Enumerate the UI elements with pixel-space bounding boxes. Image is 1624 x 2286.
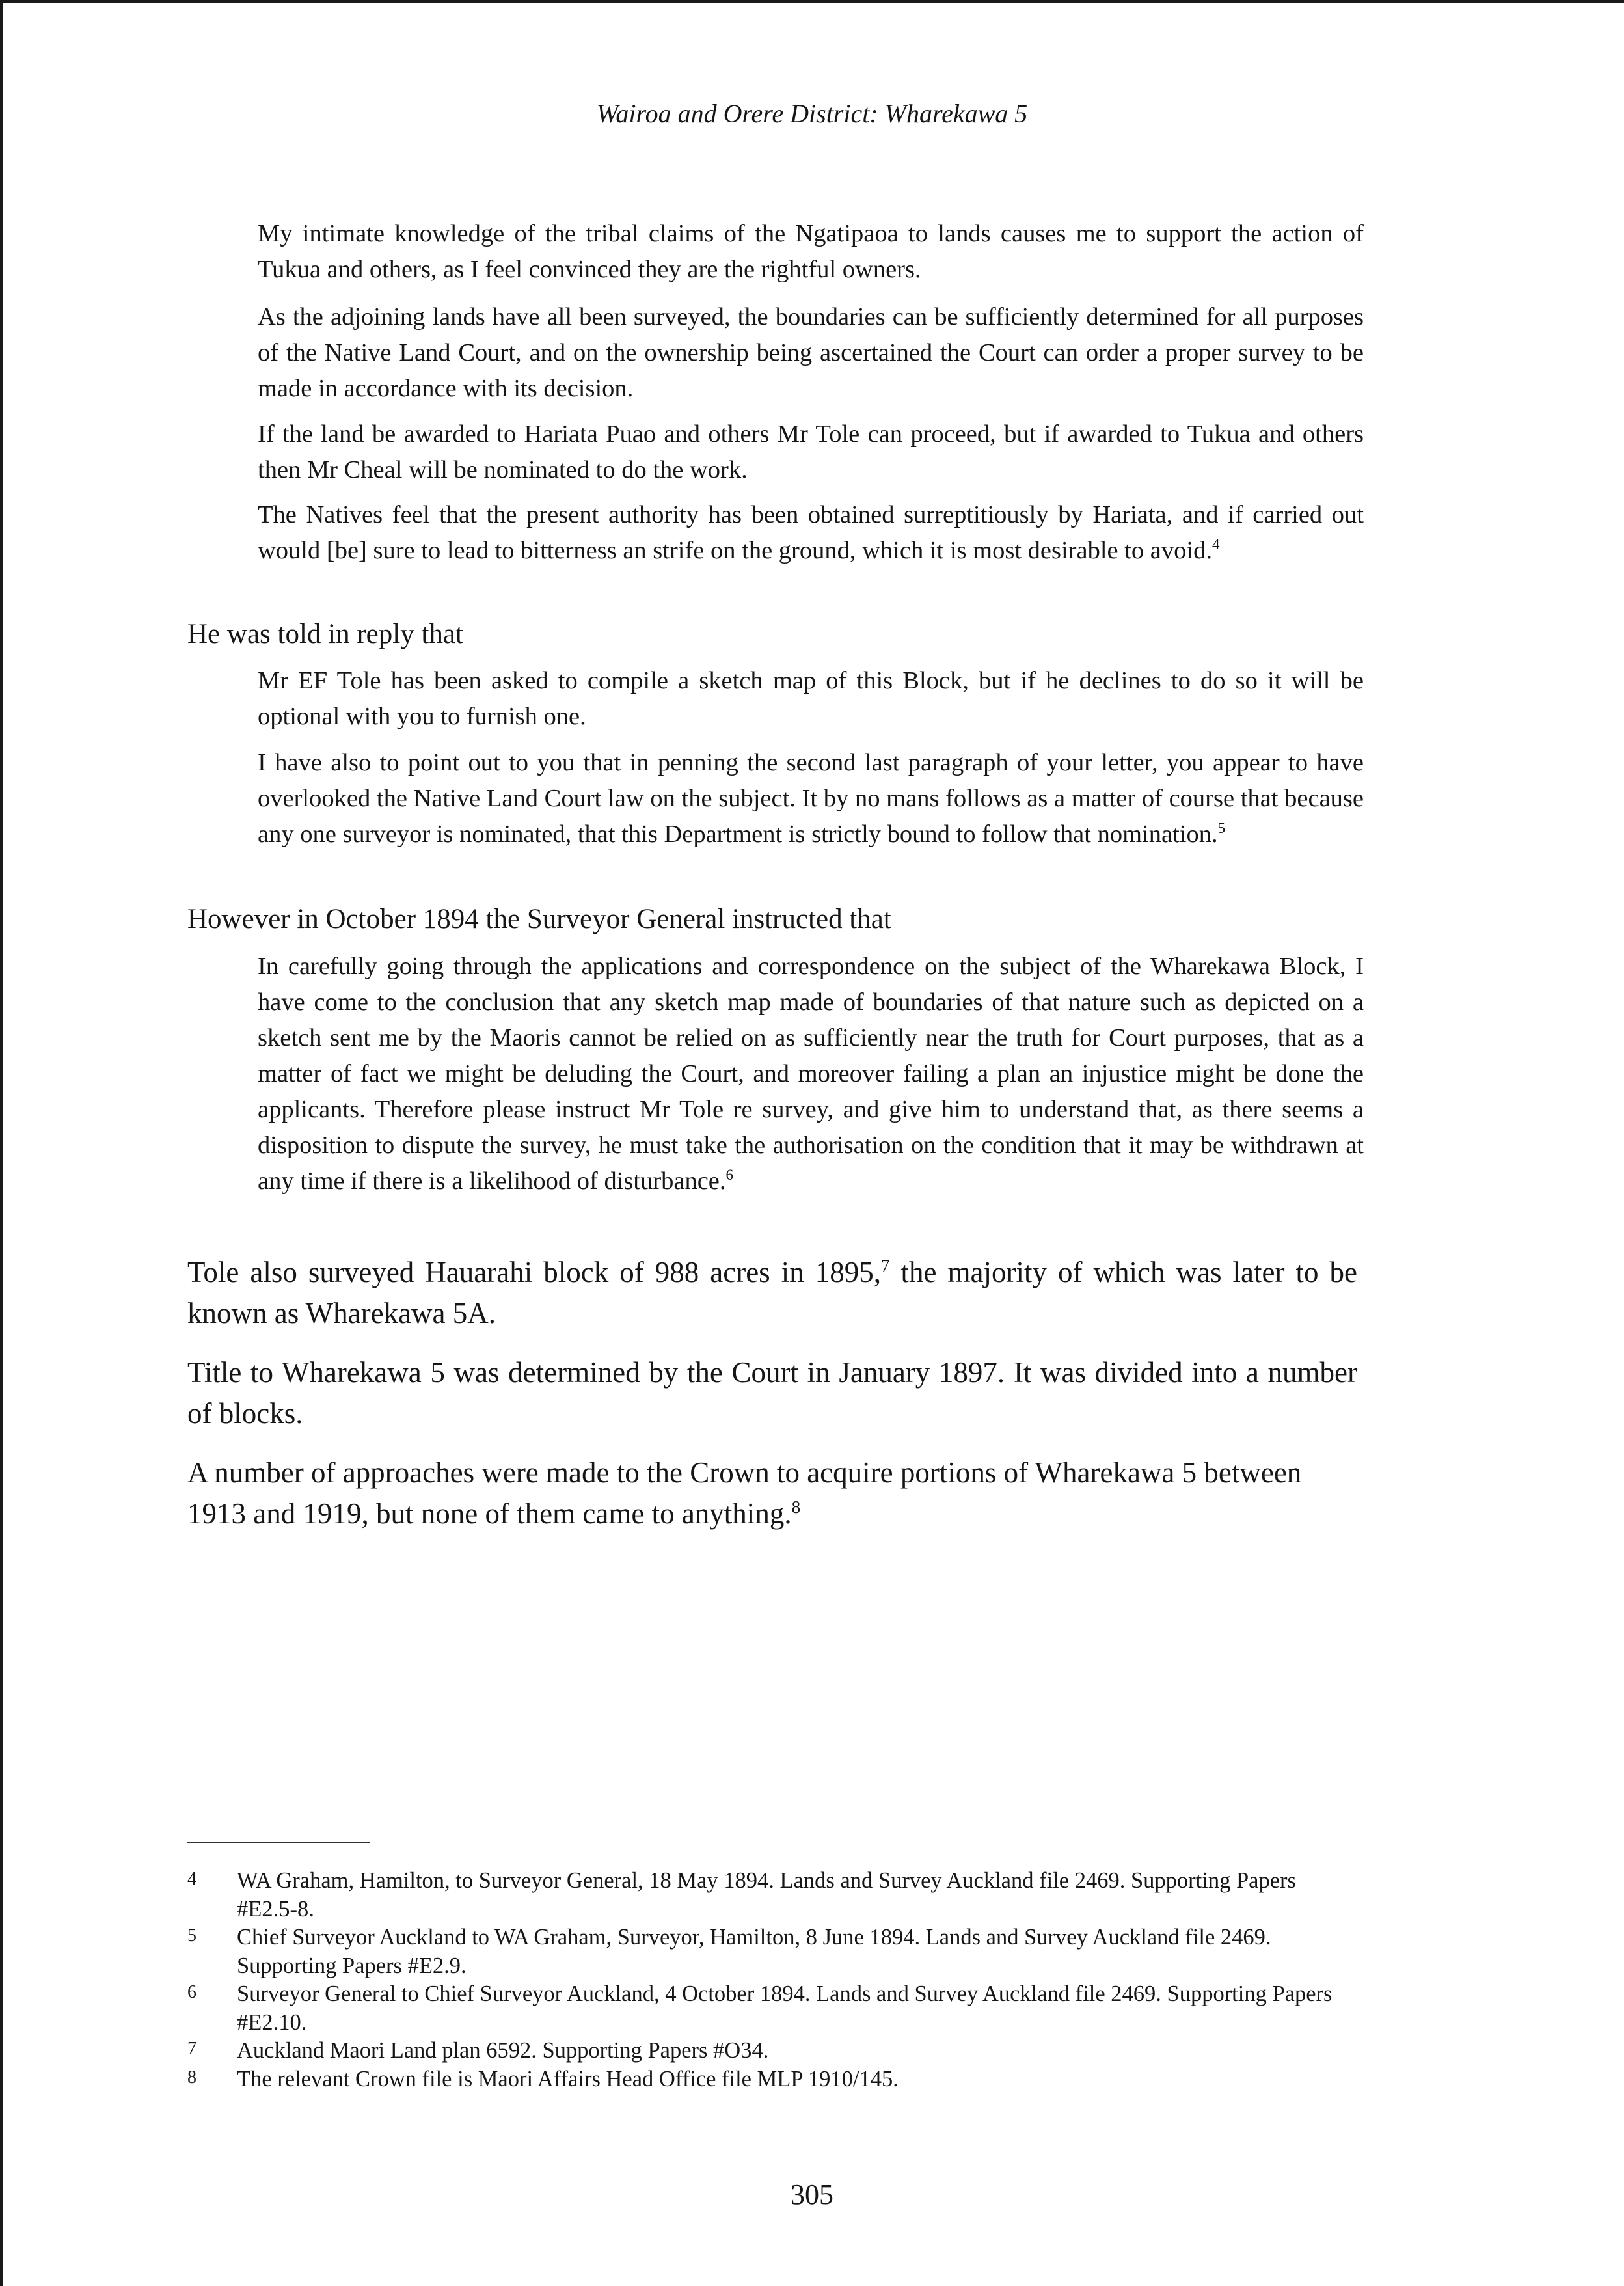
footnote-text: Chief Surveyor Auckland to WA Graham, Surveyor, Hamilton, 8 June 1894. Lands and Survey Auckland file 2469. Supporting Papers #E2.9. (237, 1925, 1271, 1978)
block-quote: The Natives feel that the present authority has been obtained surreptitiously by Hariata, and if carried out would [be] sure to lead to bitterness an strife on the ground, which it is most desirable to avoid.$^4$ (258, 501, 1364, 564)
block-quote: In carefully going through the applications and correspondence on the subject of the Wharekawa Block, I have come to the conclusion that any sketch map made of boundaries of that nature such as depicted on a sketch sent me by the Maoris cannot be relied on as sufficiently near the truth for Court purposes, that as a matter of fact we might be deluding the Court, and moreover failing a plan an injustice might be done the applicants. Therefore please instruct Mr Tole re survey, and give him to understand that, as there seems a disposition to dispute the survey, he must take the authorisation on the condition that it may be withdrawn at any time if there is a likelihood of disturbance.$^6$ (258, 953, 1364, 1195)
footnote-number: 6 (187, 1982, 196, 2002)
footnote-text: Surveyor General to Chief Surveyor Auckland, 4 October 1894. Lands and Survey Auckland file 2469. Supporting Papers #E2.10. (237, 1981, 1333, 2035)
running-header: Wairoa and Orere District: Wharekawa 5 (596, 99, 1028, 128)
body-paragraph: Tole also surveyed Hauarahi block of 988 acres in 1895,$^7$ the majority of which was later to be known as Wharekawa 5A. (187, 1256, 1357, 1329)
footnote-divider (187, 1842, 370, 1843)
block-quote: If the land be awarded to Hariata Puao and others Mr Tole can proceed, but if awarded to Tukua and others then Mr Cheal will be nominated to do the work. (258, 420, 1364, 483)
scan-edge-top (0, 0, 1624, 3)
footnote-text: Auckland Maori Land plan 6592. Supporting Papers #O34. (237, 2038, 769, 2063)
block-quote: As the adjoining lands have all been surveyed, the boundaries can be sufficiently determined for all purposes of the Native Land Court, and on the ownership being ascertained the Court can order a proper survey to be made in accordance with its decision. (258, 303, 1364, 402)
footnote-text: WA Graham, Hamilton, to Surveyor General, 18 May 1894. Lands and Survey Auckland file 2469. Supporting Papers #E2.5-8. (237, 1868, 1296, 1922)
page-number: 305 (791, 2179, 833, 2211)
footnote-ref: 5 (1217, 819, 1226, 837)
footnote-ref: 6 (725, 1166, 734, 1184)
footnote-number: 7 (187, 2039, 196, 2059)
footnote-number: 8 (187, 2067, 196, 2088)
body-paragraph: Title to Wharekawa 5 was determined by the Court in January 1897. It was divided into a number of blocks. (187, 1356, 1357, 1430)
block-quote: I have also to point out to you that in penning the second last paragraph of your letter, you appear to have overlooked the Native Land Court law on the subject. It by no mans follows as a matter of course that because any one surveyor is nominated, that this Department is strictly bound to follow that nomination.$^5$ (258, 749, 1364, 848)
footnote-ref: 7 (881, 1256, 890, 1275)
footnote-text: The relevant Crown file is Maori Affairs Head Office file MLP 1910/145. (237, 2067, 899, 2091)
body-paragraph: A number of approaches were made to the Crown to acquire portions of Wharekawa 5 between 1913 and 1919, but none of them came to anything.$^8$ (187, 1456, 1302, 1530)
footnote-ref: 8 (791, 1497, 801, 1517)
footnote-number: 5 (187, 1925, 196, 1946)
intro-line: He was told in reply that (187, 619, 463, 649)
scan-edge-left (0, 0, 3, 2286)
footnote-number: 4 (187, 1869, 196, 1889)
block-quote: My intimate knowledge of the tribal claims of the Ngatipaoa to lands causes me to support the action of Tukua and others, as I feel convinced they are the rightful owners. (258, 220, 1364, 283)
intro-line: However in October 1894 the Surveyor General instructed that (187, 904, 891, 934)
block-quote: Mr EF Tole has been asked to compile a sketch map of this Block, but if he declines to do so it will be optional with you to furnish one. (258, 667, 1364, 730)
footnote-ref: 4 (1211, 536, 1220, 553)
